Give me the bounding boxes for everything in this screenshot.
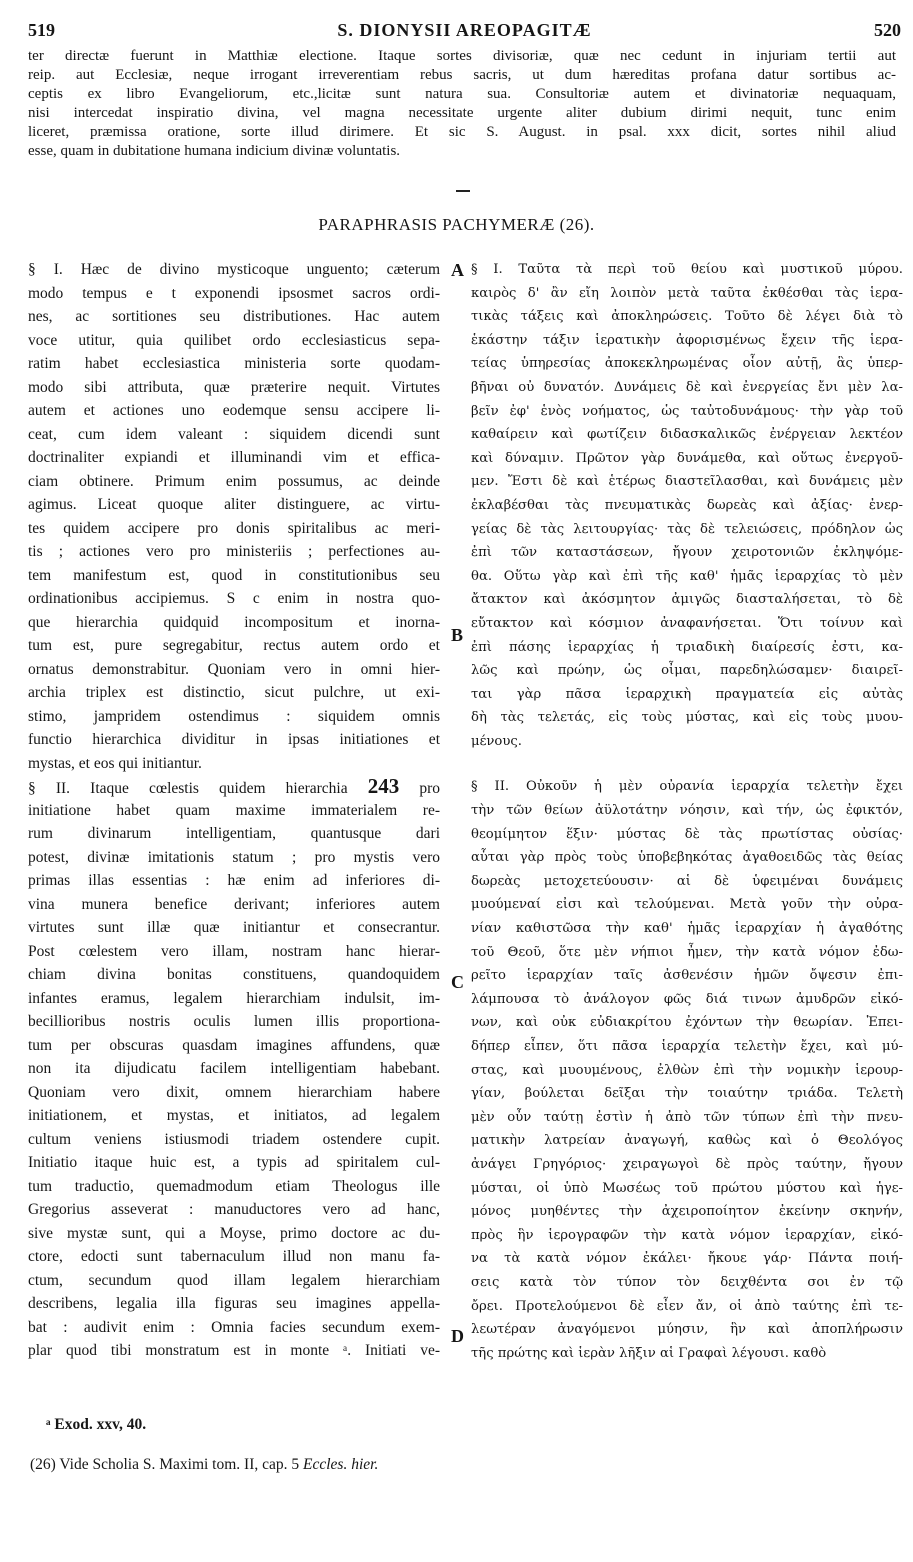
text-line: Gregorius asseverat : manuductores vero ad hanc, [28, 1201, 440, 1218]
text-line: Initiatio itaque huic est, a typis ad spiritalem cul- [28, 1154, 440, 1171]
endnote-text: (26) Vide Scholia S. Maximi tom. II, cap. 5 [30, 1456, 300, 1473]
text-line: liceret, præmissa oratione, sorte illud dirimere. Et sic S. August. in psal. xxx dicit, sortes nihil aliud [28, 124, 896, 140]
running-head [28, 20, 901, 44]
text-line: μεν. Ἔστι δὲ καὶ ἑτέρως διαστεῖλασθαι, καὶ δυνάμεις μὲν [471, 474, 903, 490]
text-line: becillioribus nostris oculis lumen illis proportiona- [28, 1013, 440, 1030]
text-line: doctrinaliter expiandi et illuminandi vim et effica- [28, 449, 440, 466]
text-line: sive mystæ sunt, qui a Moyse, primo doctore ac du- [28, 1224, 440, 1242]
text-line: τοῦ Θεοῦ, ὅτε μὲν νήπιοι ἦμεν, τὴν κατὰ νόμον ἐδω- [471, 944, 903, 960]
text-line: cultum veniens istiusmodi triadem ostendere cupit. [28, 1130, 440, 1148]
text-line: βεῖν ἐφ' ἑνὸς νοήματος, ὡς ταὐτοδυνάμους· τὴν γὰρ τοῦ [471, 403, 903, 419]
top-note [28, 47, 896, 161]
text-line: δήπερ εἶπεν, ὅτι πᾶσα ἱεραρχία τελετὴν ἔχει, καὶ μύ- [471, 1039, 903, 1054]
text-line: ratim habet ecclesiastica ministeria sorte quodam- [28, 355, 440, 372]
text-line: ρεῖτο ἱεραρχίαν ταῖς ἀσθενέσιν ἡμῶν ὄψεσιν ἐπι- [471, 968, 903, 984]
text-line: nisi intercedat inspiratio divina, vel magna necessitate urgente aliter dubium dirimi nequit, tunc enim [28, 105, 896, 121]
text-line: primas illas essentias : hæ enim ad inferiores di- [28, 872, 440, 889]
text-line: tis ; actiones vero pro ministeriis ; perfectiones au- [28, 543, 440, 560]
text-line: tum per obscuras quasdam imagines affundens, quæ [28, 1036, 440, 1054]
text-line: ctum, secundum quod illam legalem hierarchiam [28, 1271, 440, 1289]
text-line: describens, legalia illa figuras seu imagines appella- [28, 1295, 440, 1312]
margin-letter-d: D [451, 1326, 464, 1346]
greek-column [471, 258, 903, 1365]
endnote [30, 1456, 378, 1474]
paragraph-gap [471, 753, 903, 775]
text-line: ctore, edocti sunt tabernaculum illud non manu fa- [28, 1248, 440, 1265]
text-line: ornatus demonstrabitur. Quoniam vero in omni hier- [28, 660, 440, 678]
text-line: plar quod tibi monstratum est in monte ᵃ. Initiati ve- [28, 1342, 440, 1359]
text-line: initiationem, et mystas, et initiatos, ad legalem [28, 1107, 440, 1124]
text-line: § I. Ταῦτα τὰ περὶ τοῦ θείου καὶ μυστικοῦ μύρου. [471, 262, 903, 277]
section-title: PARAPHRASIS PACHYMERÆ (26). [318, 215, 595, 234]
text-line: καὶ δύναμιν. Πρῶτον γὰρ δυνάμεθα, καὶ οὕτως ἐνεργοῦ- [471, 450, 903, 466]
text-line: bat : audivit enim : Omnia facies secundum exem- [28, 1318, 440, 1336]
text-line: modo tempus e t exponendi ipsosmet sacros ordi- [28, 284, 440, 302]
text-line: μένους. [471, 733, 522, 749]
text-line: non ita dijudicatu facilem intelligentiam habebant. [28, 1060, 440, 1077]
text-line: tes quidem accipere pro donis spiritalibus ac meri- [28, 519, 440, 537]
text-line [28, 775, 440, 799]
endnote-work-title: Eccles. hier. [303, 1456, 379, 1473]
text-line: ἀνάγει Γρηγόριος· χειραγωγοὶ δὲ πρὸς ταύτην, ἤγουν [471, 1156, 903, 1172]
text-line: νων, καὶ οὐκ εὐδιακρίτου ἐχόντων τὴν θεωρίαν. Ἐπει- [471, 1015, 903, 1031]
page-number-right: 520 [874, 20, 901, 40]
text-line: § II. Οὐκοῦν ἡ μὲν οὐρανία ἱεραρχία τελετὴν ἔχει [471, 779, 903, 795]
text-line: ἄτακτον καὶ ἀκόσμητον ἀμιγῶς διασταλήσεται, τὸ δὲ [471, 592, 903, 608]
text-line: potest, divinæ imitationis statum ; pro mystis vero [28, 848, 440, 866]
text-line: τικὰς τάξεις καὶ ἀποκληρώσεις. Τοῦτο δὲ λέγει διὰ τὸ [471, 309, 903, 325]
text-line: ἐπὶ πάσης ἱεραρχίας ἡ τριαδικὴ διαίρεσίς ἐστι, κα- [471, 639, 903, 655]
text-line: stimo, jampridem ostendimus : siquidem omnis [28, 707, 440, 725]
text-line: autem et actiones uno eodemque sensu accipere li- [28, 402, 440, 419]
text-line: λάμπουσα τὸ ἀνάλογον φῶς διά τινων ἀμυδρῶν εἰκό- [471, 991, 903, 1007]
text-line: μύσται, οἱ ὑπὸ Μωσέως τοῦ πρώτου μύστου καὶ ἡγε- [471, 1180, 903, 1196]
text-line: μόνος μυηθέντες τὴν ἀχειροποίητον ἐκείνην σκηνήν, [471, 1204, 903, 1220]
figure-number: 243 [367, 775, 400, 798]
text-line: mystas, et eos qui initiantur. [28, 754, 202, 772]
text-line: que hierarchia quidquid incompositum et inorna- [28, 613, 440, 631]
text-line: archia triplex est distinctio, sicut pulchre, ut exi- [28, 684, 440, 701]
text-line: τείας ὑπηρεσίας ἀποκεκληρωμένας οἷον αὐτῇ, ἃς ὑπερ- [471, 356, 903, 372]
text-line: ordinationibus accipiemus. S c enim in nostra quo- [28, 590, 440, 607]
text-line: τῆς πρώτης καὶ ἱερὰν λῆξιν αἱ Γραφαὶ λέγουσι. καθὸ [471, 1345, 827, 1361]
text-line: λῶς καὶ πρώην, ὡς οἶμαι, παρεδηλώσαμεν· διαιρεῖ- [471, 663, 903, 679]
text-line: ceptis ex libro Evangeliorum, etc.,licitæ sunt natura sua. Consultoriæ autem et divinatoriæ nequaquam, [28, 86, 896, 102]
latin-column [28, 258, 440, 1363]
text-line: reip. aut Ecclesiæ, neque irrogant irreverentiam rebus sacris, ut dum hæreditas profana datur sortibus ac- [28, 67, 896, 83]
text-line: στας, καὶ μυουμένους, ἐλθὼν ἐπὶ τὴν νομικὴν ἱερουρ- [471, 1062, 903, 1078]
text-line: infantes eramus, legalem hierarchiam indulsit, im- [28, 989, 440, 1007]
text-line: ciam obtinere. Primum enim possumus, ac deinde [28, 472, 440, 490]
text-line: § I. Hæc de divino mysticoque unguento; cæterum [28, 261, 440, 278]
text-line: θα. Οὕτω γὰρ καὶ ἐπὶ τῆς καθ' ἡμᾶς ἱεραρχίας τὸ μὲν [471, 568, 903, 584]
running-title: S. DIONYSII AREOPAGITÆ [337, 20, 592, 40]
footnote: ᵃ Exod. xxv, 40. [46, 1416, 147, 1433]
text-line: τὴν τῶν θείων ἀϋλοτάτην νόησιν, καὶ τήν, ὡς ἐφικτόν, [471, 803, 903, 819]
text-line: voce utitur, quia quilibet ordo ecclesiasticus sepa- [28, 331, 440, 349]
separator-rule [456, 190, 470, 192]
text-line: καθαίρειν καὶ φωτίζειν διδασκαλικῶς ἐνέργειαν λεκτέον [471, 427, 903, 443]
text-line: modo sibi attributa, quæ præterire nequit. Virtutes [28, 378, 440, 396]
text-line: δωρεὰς μετοχετεύουσιν· αἱ δὲ ὑφειμέναι δυνάμεις [471, 873, 903, 889]
text-line: καιρὸς δ' ἂν εἴη λοιπὸν μετὰ ταῦτα ἐκθέσθαι τὰς ἱερα- [471, 285, 903, 301]
text-line: να τὰ κατὰ νόμον ἐκάλει· ἤκουε γάρ· Πάντα ποιή- [471, 1251, 903, 1267]
text-line: βῆναι οὐ δυνατόν. Δυνάμεις δὲ καὶ ἐνεργείας ἔνι μὲν λα- [471, 379, 903, 395]
page-number-left: 519 [28, 20, 55, 40]
margin-letter-a: A [451, 260, 464, 280]
text-line: πρὸς ἣν ἱερογραφῶν τὴν κατὰ νόμον ἱεραρχίαν, εἰκό- [471, 1227, 903, 1243]
text-line: μὲν οὖν ταύτῃ ἐστὶν ἡ ἀπὸ τῶν τύπων ἐπὶ τὴν πνευ- [471, 1109, 903, 1125]
text-line: tem manifestum est, quod in constitutionibus seu [28, 566, 440, 584]
text-line: tum est, pure segregabitur, rectus autem ordo et [28, 637, 440, 654]
margin-letter-c: C [451, 972, 464, 992]
text-line: esse, quam in dubitatione humana indicium divinæ voluntatis. [28, 143, 401, 159]
text-line: γίαν, βούλεται δεῖξαι τὴν τοιαύτην τριάδα. Τελετὴ [471, 1086, 903, 1102]
text-line: agimus. Liceat quoque aliter distinguere, ac virtu- [28, 496, 440, 513]
text-line: θεομίμητον ἕξιν· μύστας δὲ τὰς πρωτίστας οὐσίας· [471, 826, 903, 842]
text-line: chiam divina bonitas constituens, quandoquidem [28, 966, 440, 983]
text-line: ται γὰρ πᾶσα ἱεραρχικὴ πραγματεία εἰς αὐτὰς [471, 686, 903, 702]
text-line: virtutes sunt illæ quæ initiantur et consecrantur. [28, 919, 440, 936]
text-line: νίαν καθιστῶσα τὴν καθ' ἡμᾶς ἱεραρχίαν ἡ ἀγαθότης [471, 921, 903, 937]
text-line: ματικὴν λατρείαν ἀναγωγή, καθὼς καὶ ὁ Θεολόγος [471, 1133, 903, 1149]
text-line: ter directæ fuerunt in Matthiæ electione. Itaque sortes divisoriæ, quæ nec cedunt in injuriam tertii aut [28, 48, 896, 64]
text-line: Post cœlestem vero illam, nostram hanc hierar- [28, 942, 440, 960]
text-line: σεις κατὰ τὸν τύπον τὸν δειχθέντα σοι ἐν τῷ [471, 1274, 903, 1290]
text-line: ἑκάστην τάξιν ἱερατικὴν ἀφορισμένως ἔχειν τῆς ἱερα- [471, 332, 903, 348]
paragraph-opening-end: pro [419, 780, 440, 797]
text-line: δὴ τὰς τελετάς, εἰς τοὺς μύστας, καὶ εἰς τοὺς μυου- [471, 710, 903, 726]
text-line: αὗται γὰρ πρὸς τοὺς ὑποβεβηκότας ἀγαθοειδῶς τὰς θείας [471, 850, 903, 866]
paragraph-opening: § II. Itaque cœlestis quidem hierarchia [28, 780, 348, 797]
text-line: rum divinarum intelligentiam, quantusque dari [28, 825, 440, 842]
text-line: λεωτέραν ἀναγόμενοι μύησιν, ἣν καὶ ἀποπλήρωσιν [471, 1322, 903, 1338]
text-line: γείας δὲ τὰς λειτουργίας· τὰς δὲ τελειώσεις, πρόδηλον ὡς [471, 521, 903, 537]
text-line: vina munera benefice derivant; inferiores autem [28, 895, 440, 913]
text-line: tum traductio, quemadmodum etiam Theologus ille [28, 1177, 440, 1195]
text-line: εὔτακτον καὶ κόσμιον ἀναφανήσεται. Ὅτι τοίνυν καὶ [471, 615, 903, 631]
text-line: ceat, cum idem valeant : siquidem dicendi sunt [28, 425, 440, 443]
text-line: functio hierarchica dividitur in ipsas initiationes et [28, 731, 440, 748]
text-line: initiatione habet quam maxime immaterialem re- [28, 801, 440, 819]
text-line: μυούμεναί εἰσι καὶ τελούμεναι. Μετὰ γοῦν τὴν οὐρα- [471, 897, 903, 913]
text-line: nes, ac sortitiones seu distributiones. Hac autem [28, 308, 440, 325]
text-line: Quoniam vero dixit, omnem hierarchiam habere [28, 1083, 440, 1101]
margin-letter-b: B [451, 625, 464, 645]
text-line: ἐπὶ τῶν καταστάσεων, ἤγουν χειροτονιῶν ἐκληψόμε- [471, 545, 903, 561]
text-line: ἐκλαβέσθαι τὰς πνευματικὰς δωρεὰς καὶ ἀξίας· ἐνερ- [471, 497, 903, 513]
text-line: ὄρει. Προτελούμενοι δὲ εἶεν ἄν, οἱ ἀπὸ ταύτης ἐπὶ τε- [471, 1298, 903, 1314]
